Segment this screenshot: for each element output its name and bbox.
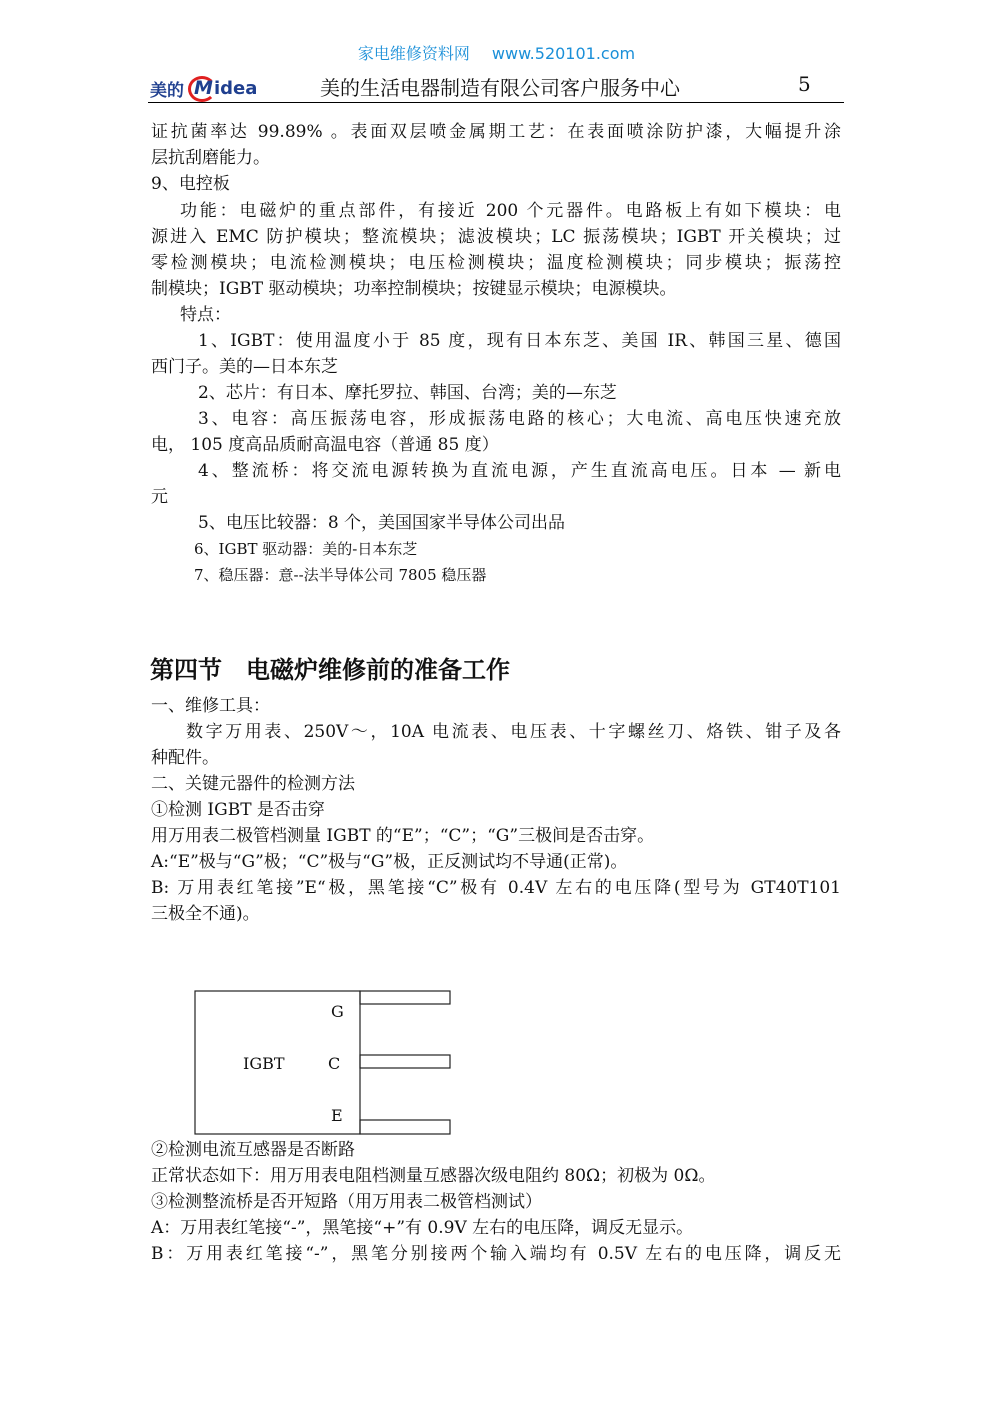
logo-word: idea — [214, 77, 258, 99]
check-item-title: ③检测整流桥是否开短路（用万用表二极管档测试） — [151, 1192, 542, 1212]
body-line: 元 — [151, 487, 168, 507]
feature-item: 2、芯片：有日本、摩托罗拉、韩国、台湾；美的—东芝 — [198, 383, 617, 403]
watermark-site-name: 家电维修资料网 — [357, 44, 470, 63]
igbt-pin-e — [360, 1120, 450, 1134]
igbt-pin-c — [360, 1055, 450, 1068]
feature-item: 5、电压比较器：8 个，美国国家半导体公司出品 — [198, 513, 566, 533]
company-name: 美的生活电器制造有限公司客户服务中心 — [320, 76, 680, 100]
igbt-pin-g — [360, 991, 450, 1004]
watermark — [0, 41, 993, 64]
body-line: B：万用表红笔接“-”，黑笔分别接两个输入端均有 0.5V 左右的电压降，调反无 — [151, 1244, 841, 1264]
page-number: 5 — [798, 72, 811, 96]
body-line: 功能：电磁炉的重点部件，有接近 200 个元器件。电路板上有如下模块：电 — [180, 201, 841, 221]
body-line: 种配件。 — [151, 748, 219, 768]
feature-item: 7、稳压器：意--法半导体公司 7805 稳压器 — [194, 566, 487, 584]
section-heading — [150, 650, 510, 685]
body-line: 制模块；IGBT 驱动模块；功率控制模块；按键显示模块；电源模块。 — [151, 279, 677, 299]
logo-chinese: 美的 — [150, 80, 184, 101]
section-heading-number: 第四节 — [150, 656, 222, 684]
check-item-title: ②检测电流互感器是否断路 — [151, 1140, 355, 1160]
features-label: 特点： — [180, 305, 231, 325]
midea-logo — [150, 76, 257, 100]
pin-label-g: G — [331, 1002, 344, 1021]
igbt-body-outline — [195, 991, 360, 1134]
body-line: 层抗刮磨能力。 — [151, 148, 270, 168]
feature-item: 6、IGBT 驱动器：美的-日本东芝 — [194, 540, 418, 558]
section-item-title: 9、电控板 — [151, 174, 230, 194]
body-line: 零检测模块；电流检测模块；电压检测模块；温度检测模块；同步模块；振荡控 — [151, 253, 841, 273]
body-line: 正常状态如下：用万用表电阻档测量互感器次级电阻约 80Ω；初极为 0Ω。 — [151, 1166, 716, 1186]
subsection-title: 二、关键元器件的检测方法 — [151, 774, 355, 794]
body-line: B: 万用表红笔接”E“极，黑笔接“C”极有 0.4V 左右的电压降(型号为 GT40T101 — [151, 878, 841, 898]
body-line: 电， 105 度高品质耐高温电容（普通 85 度） — [151, 435, 499, 455]
check-item-title: ①检测 IGBT 是否击穿 — [151, 800, 325, 820]
feature-item: 3、电容：高压振荡电容，形成振荡电路的核心；大电流、高电压快速充放 — [198, 409, 841, 429]
pin-label-e: E — [331, 1106, 343, 1125]
igbt-body-label: IGBT — [243, 1054, 285, 1073]
section-heading-title: 电磁炉维修前的准备工作 — [246, 656, 510, 684]
header-rule — [148, 102, 844, 103]
logo-mark-icon — [188, 76, 214, 100]
body-line: 数字万用表、250V～，10A 电流表、电压表、十字螺丝刀、烙铁、钳子及各 — [186, 722, 841, 742]
body-line: 用万用表二极管档测量 IGBT 的“E”；“C”；“G”三极间是否击穿。 — [151, 826, 655, 846]
body-line: A:“E”极与“G”极；“C”极与“G”极，正反测试均不导通(正常)。 — [151, 852, 628, 872]
body-line: 证抗菌率达 99.89% 。表面双层喷金属期工艺：在表面喷涂防护漆，大幅提升涂 — [151, 122, 841, 142]
logo-m: M — [194, 77, 213, 99]
watermark-url: www.520101.com — [491, 44, 636, 63]
page-header — [148, 72, 844, 102]
feature-item: 1、IGBT：使用温度小于 85 度，现有日本东芝、美国 IR、韩国三星、德国 — [198, 331, 841, 351]
feature-item: 4、整流桥：将交流电源转换为直流电源，产生直流高电压。日本 — 新电 — [198, 461, 841, 481]
body-line: 西门子。美的—日本东芝 — [151, 357, 338, 377]
subsection-title: 一、维修工具： — [151, 696, 270, 716]
body-line: 源进入 EMC 防护模块；整流模块；滤波模块；LC 振荡模块；IGBT 开关模块；过 — [151, 227, 841, 247]
body-line: A：万用表红笔接“-”，黑笔接“+”有 0.9V 左右的电压降，调反无显示。 — [151, 1218, 694, 1238]
body-line: 三极全不通)。 — [151, 904, 260, 924]
pin-label-c: C — [328, 1054, 341, 1073]
